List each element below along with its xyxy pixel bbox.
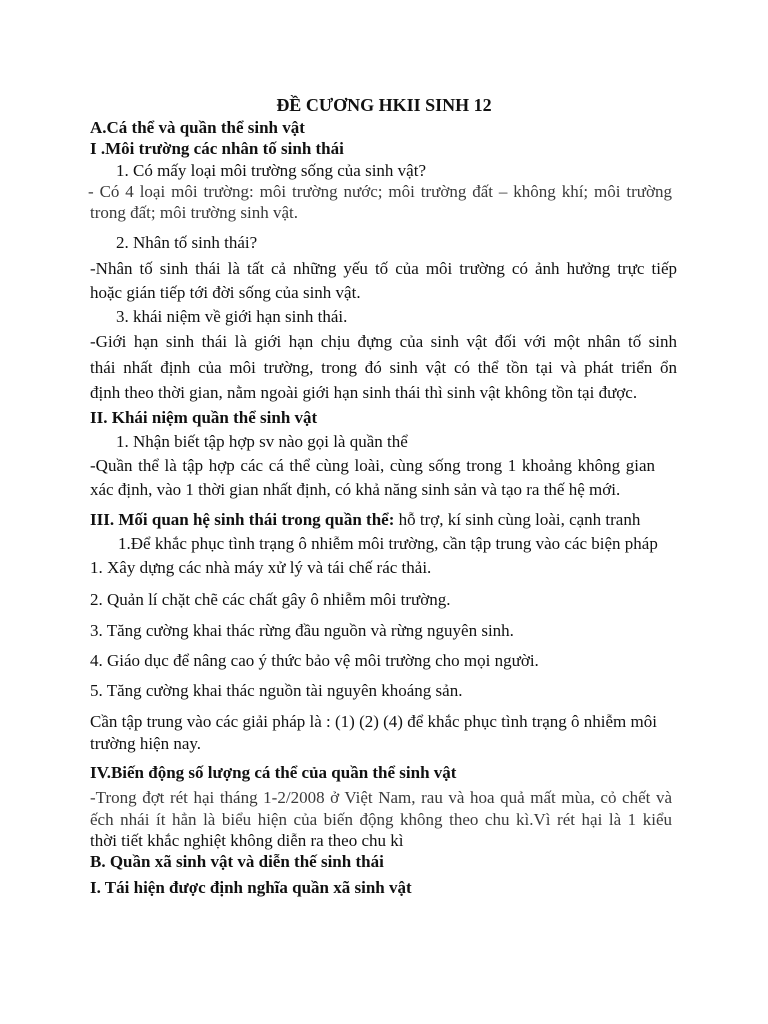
answer-2-line-2: hoặc gián tiếp tới đời sống của sinh vật. [90,283,361,302]
document-title: ĐỀ CƯƠNG HKII SINH 12 [276,95,492,115]
question-1: 1. Có mấy loại môi trường sống của sinh vật? [116,161,426,180]
option-1: 1. Xây dựng các nhà máy xử lý và tái chế rác thải. [90,558,432,577]
subsection-heading-iii-bold: III. Mối quan hệ sinh thái trong quần thể: [90,510,395,529]
answer-1-line-2: trong đất; môi trường sinh vật. [90,203,299,222]
question-iii-1: 1.Để khắc phục tình trạng ô nhiễm môi trường, cần tập trung vào các biện pháp [118,534,658,553]
option-4: 4. Giáo dục để nâng cao ý thức bảo vệ môi trường cho mọi người. [90,651,539,670]
answer-2-line-1: -Nhân tố sinh thái là tất cả những yếu tố của môi trường có ảnh hưởng trực tiếp [90,259,677,278]
question-2: 2. Nhân tố sinh thái? [116,233,258,252]
option-5: 5. Tăng cường khai thác nguồn tài nguyên khoáng sản. [90,681,463,700]
answer-ii-1-line-2: xác định, vào 1 thời gian nhất định, có khả năng sinh sản và tạo ra thế hệ mới. [90,480,621,499]
subsection-heading-iv: IV.Biến động số lượng cá thể của quần thể sinh vật [90,763,457,782]
answer-3-line-3: định theo thời gian, nằm ngoài giới hạn sinh thái thì sinh vật không tồn tại được. [90,383,638,402]
section-heading-a: A.Cá thể và quần thể sinh vật [90,118,305,137]
option-2: 2. Quản lí chặt chẽ các chất gây ô nhiễm môi trường. [90,590,451,609]
answer-iii-line-1: Cần tập trung vào các giải pháp là : (1) (2) (4) để khắc phục tình trạng ô nhiễm môi [90,712,657,731]
answer-iv-line-1: -Trong đợt rét hại tháng 1-2/2008 ở Việt Nam, rau và hoa quả mất mùa, cỏ chết và [90,788,672,807]
subsection-heading-ii: II. Khái niệm quần thể sinh vật [90,408,318,427]
question-ii-1: 1. Nhận biết tập hợp sv nào gọi là quần thể [116,432,408,451]
section-heading-b: B. Quần xã sinh vật và diễn thế sinh thái [90,852,384,871]
subsection-heading-b-i: I. Tái hiện được định nghĩa quần xã sinh vật [90,878,412,897]
answer-iii-line-2: trường hiện nay. [90,734,202,753]
answer-1-line-1: - Có 4 loại môi trường: môi trường nước; môi trường đất – không khí; môi trường [88,182,672,201]
answer-iv-line-2: ếch nhái ít hẳn là biểu hiện của biến động không theo chu kì.Vì rét hại là 1 kiểu [90,810,672,829]
subsection-heading-iii [90,509,640,531]
subsection-heading-i: I .Môi trường các nhân tố sinh thái [90,139,344,158]
subsection-heading-iii-rest: hỗ trợ, kí sinh cùng loài, cạnh tranh [394,510,641,529]
answer-ii-1-line-1: -Quần thể là tập hợp các cá thể cùng loài, cùng sống trong 1 khoảng không gian [90,456,655,475]
answer-3-line-1: -Giới hạn sinh thái là giới hạn chịu đựng của sinh vật đối với một nhân tố sinh [90,332,677,351]
answer-3-line-2: thái nhất định của môi trường, trong đó sinh vật có thể tồn tại và phát triển ổn [90,358,677,377]
option-3: 3. Tăng cường khai thác rừng đầu nguồn và rừng nguyên sinh. [90,621,514,640]
answer-iv-line-3: thời tiết khắc nghiệt không diễn ra theo chu kì [90,831,404,850]
question-3: 3. khái niệm về giới hạn sinh thái. [116,307,348,326]
